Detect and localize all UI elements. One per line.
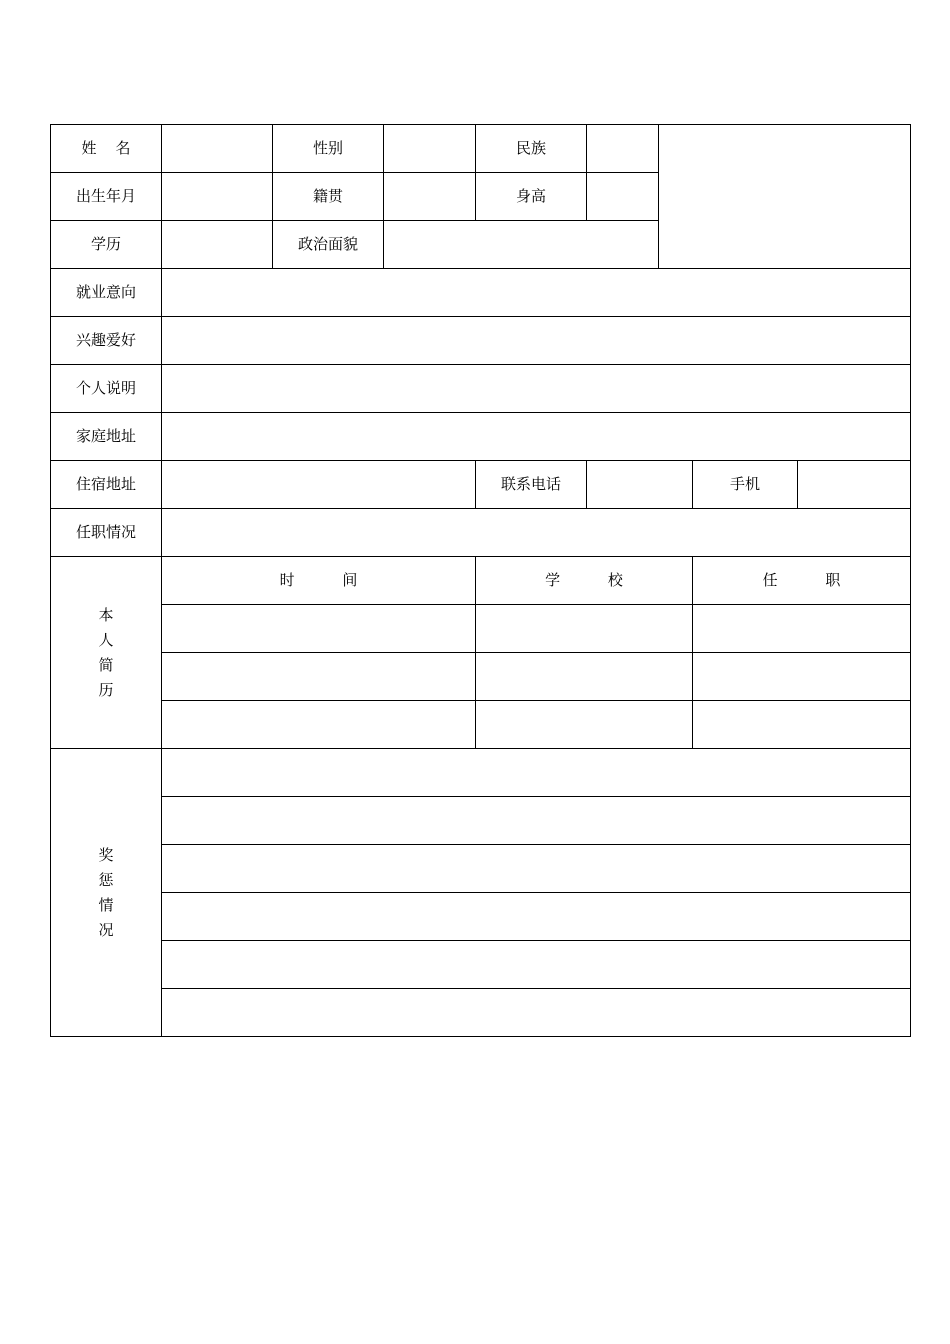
- label-resume-char: 人: [98, 630, 114, 649]
- row-dorm-address: [51, 461, 911, 509]
- resume-school-cell[interactable]: [476, 605, 693, 653]
- label-awards-char: 惩: [98, 870, 114, 889]
- row-hobbies: [51, 317, 911, 365]
- label-phone: 联系电话: [476, 461, 587, 509]
- label-resume: [51, 557, 162, 749]
- resume-row: [51, 653, 911, 701]
- label-mobile: 手机: [693, 461, 798, 509]
- row-job-intention: [51, 269, 911, 317]
- label-dorm-address: 住宿地址: [51, 461, 162, 509]
- awards-cell[interactable]: [162, 989, 911, 1037]
- field-gender[interactable]: [384, 125, 476, 173]
- header-time: 时 间: [162, 557, 476, 605]
- header-position: 任 职: [693, 557, 911, 605]
- field-political[interactable]: [384, 221, 659, 269]
- field-ethnicity[interactable]: [587, 125, 659, 173]
- field-hobbies[interactable]: [162, 317, 911, 365]
- field-education[interactable]: [162, 221, 273, 269]
- label-resume-char: 简: [98, 655, 114, 674]
- resume-row: [51, 605, 911, 653]
- row-name: [51, 125, 911, 173]
- label-awards-char: 奖: [98, 845, 114, 864]
- photo-box[interactable]: [659, 125, 911, 269]
- label-birth: 出生年月: [51, 173, 162, 221]
- label-personal-statement: 个人说明: [51, 365, 162, 413]
- row-home-address: [51, 413, 911, 461]
- resume-form-table: [50, 124, 911, 1037]
- label-hobbies: 兴趣爱好: [51, 317, 162, 365]
- label-gender: 性别: [273, 125, 384, 173]
- awards-row: [51, 845, 911, 893]
- label-political: 政治面貌: [273, 221, 384, 269]
- row-positions-held: [51, 509, 911, 557]
- label-education: 学历: [51, 221, 162, 269]
- field-native-place[interactable]: [384, 173, 476, 221]
- resume-school-cell[interactable]: [476, 653, 693, 701]
- resume-position-cell[interactable]: [693, 701, 911, 749]
- resume-row: [51, 701, 911, 749]
- awards-cell[interactable]: [162, 893, 911, 941]
- resume-position-cell[interactable]: [693, 653, 911, 701]
- awards-row: [51, 989, 911, 1037]
- label-height: 身高: [476, 173, 587, 221]
- field-home-address[interactable]: [162, 413, 911, 461]
- resume-time-cell[interactable]: [162, 605, 476, 653]
- header-school: 学 校: [476, 557, 693, 605]
- label-awards: [51, 749, 162, 1037]
- awards-row: [51, 797, 911, 845]
- label-awards-char: 情: [98, 895, 114, 914]
- label-name: 姓 名: [51, 125, 162, 173]
- awards-cell[interactable]: [162, 749, 911, 797]
- resume-header-row: [51, 557, 911, 605]
- field-personal-statement[interactable]: [162, 365, 911, 413]
- label-ethnicity: 民族: [476, 125, 587, 173]
- row-personal-statement: [51, 365, 911, 413]
- field-birth[interactable]: [162, 173, 273, 221]
- label-native-place: 籍贯: [273, 173, 384, 221]
- awards-row: [51, 941, 911, 989]
- awards-cell[interactable]: [162, 941, 911, 989]
- field-phone[interactable]: [587, 461, 693, 509]
- resume-position-cell[interactable]: [693, 605, 911, 653]
- field-job-intention[interactable]: [162, 269, 911, 317]
- label-home-address: 家庭地址: [51, 413, 162, 461]
- label-awards-char: 况: [98, 920, 114, 939]
- awards-row: [51, 749, 911, 797]
- label-job-intention: 就业意向: [51, 269, 162, 317]
- resume-time-cell[interactable]: [162, 653, 476, 701]
- label-positions-held: 任职情况: [51, 509, 162, 557]
- field-positions-held[interactable]: [162, 509, 911, 557]
- field-height[interactable]: [587, 173, 659, 221]
- field-dorm-address[interactable]: [162, 461, 476, 509]
- awards-cell[interactable]: [162, 797, 911, 845]
- label-resume-char: 本: [98, 605, 114, 624]
- awards-cell[interactable]: [162, 845, 911, 893]
- awards-row: [51, 893, 911, 941]
- resume-school-cell[interactable]: [476, 701, 693, 749]
- field-mobile[interactable]: [798, 461, 911, 509]
- field-name[interactable]: [162, 125, 273, 173]
- label-resume-char: 历: [98, 680, 114, 699]
- resume-time-cell[interactable]: [162, 701, 476, 749]
